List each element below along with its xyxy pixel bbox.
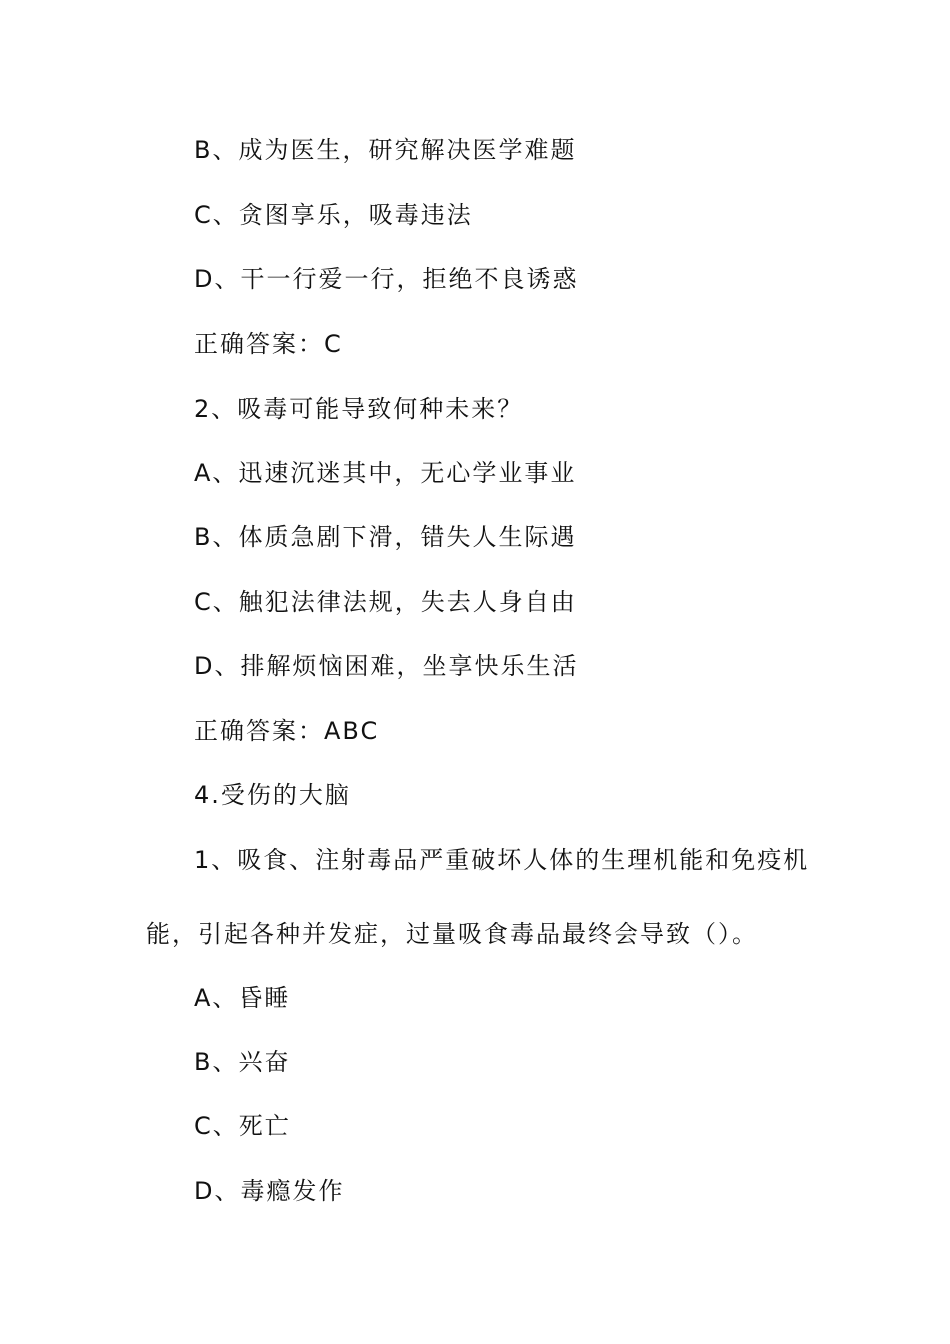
option-b-q3: B、兴奋 — [194, 1048, 291, 1076]
option-d-q3: D、毒瘾发作 — [194, 1177, 345, 1205]
option-d-q2: D、排解烦恼困难，坐享快乐生活 — [194, 652, 579, 680]
option-c-q1: C、贪图享乐，吸毒违法 — [194, 201, 473, 229]
question-2: 2、吸毒可能导致何种未来？ — [194, 395, 524, 423]
option-c-q2: C、触犯法律法规，失去人身自由 — [194, 588, 577, 616]
option-c-q3: C、死亡 — [194, 1112, 291, 1140]
option-a-q3: A、昏睡 — [194, 984, 291, 1012]
answer-q2: 正确答案：ABC — [194, 717, 380, 745]
answer-q1: 正确答案：C — [194, 330, 343, 358]
question-1-line-1: 1、吸食、注射毒品严重破坏人体的生理机能和免疫机 — [194, 846, 810, 874]
question-1-line-2: 能，引起各种并发症，过量吸食毒品最终会导致（）。 — [146, 920, 758, 948]
option-d-q1: D、干一行爱一行，拒绝不良诱惑 — [194, 265, 579, 293]
section-heading: 4.受伤的大脑 — [194, 781, 351, 809]
option-a-q2: A、迅速沉迷其中，无心学业事业 — [194, 459, 577, 487]
option-b-q1: B、成为医生，研究解决医学难题 — [194, 136, 577, 164]
option-b-q2: B、体质急剧下滑，错失人生际遇 — [194, 523, 577, 551]
